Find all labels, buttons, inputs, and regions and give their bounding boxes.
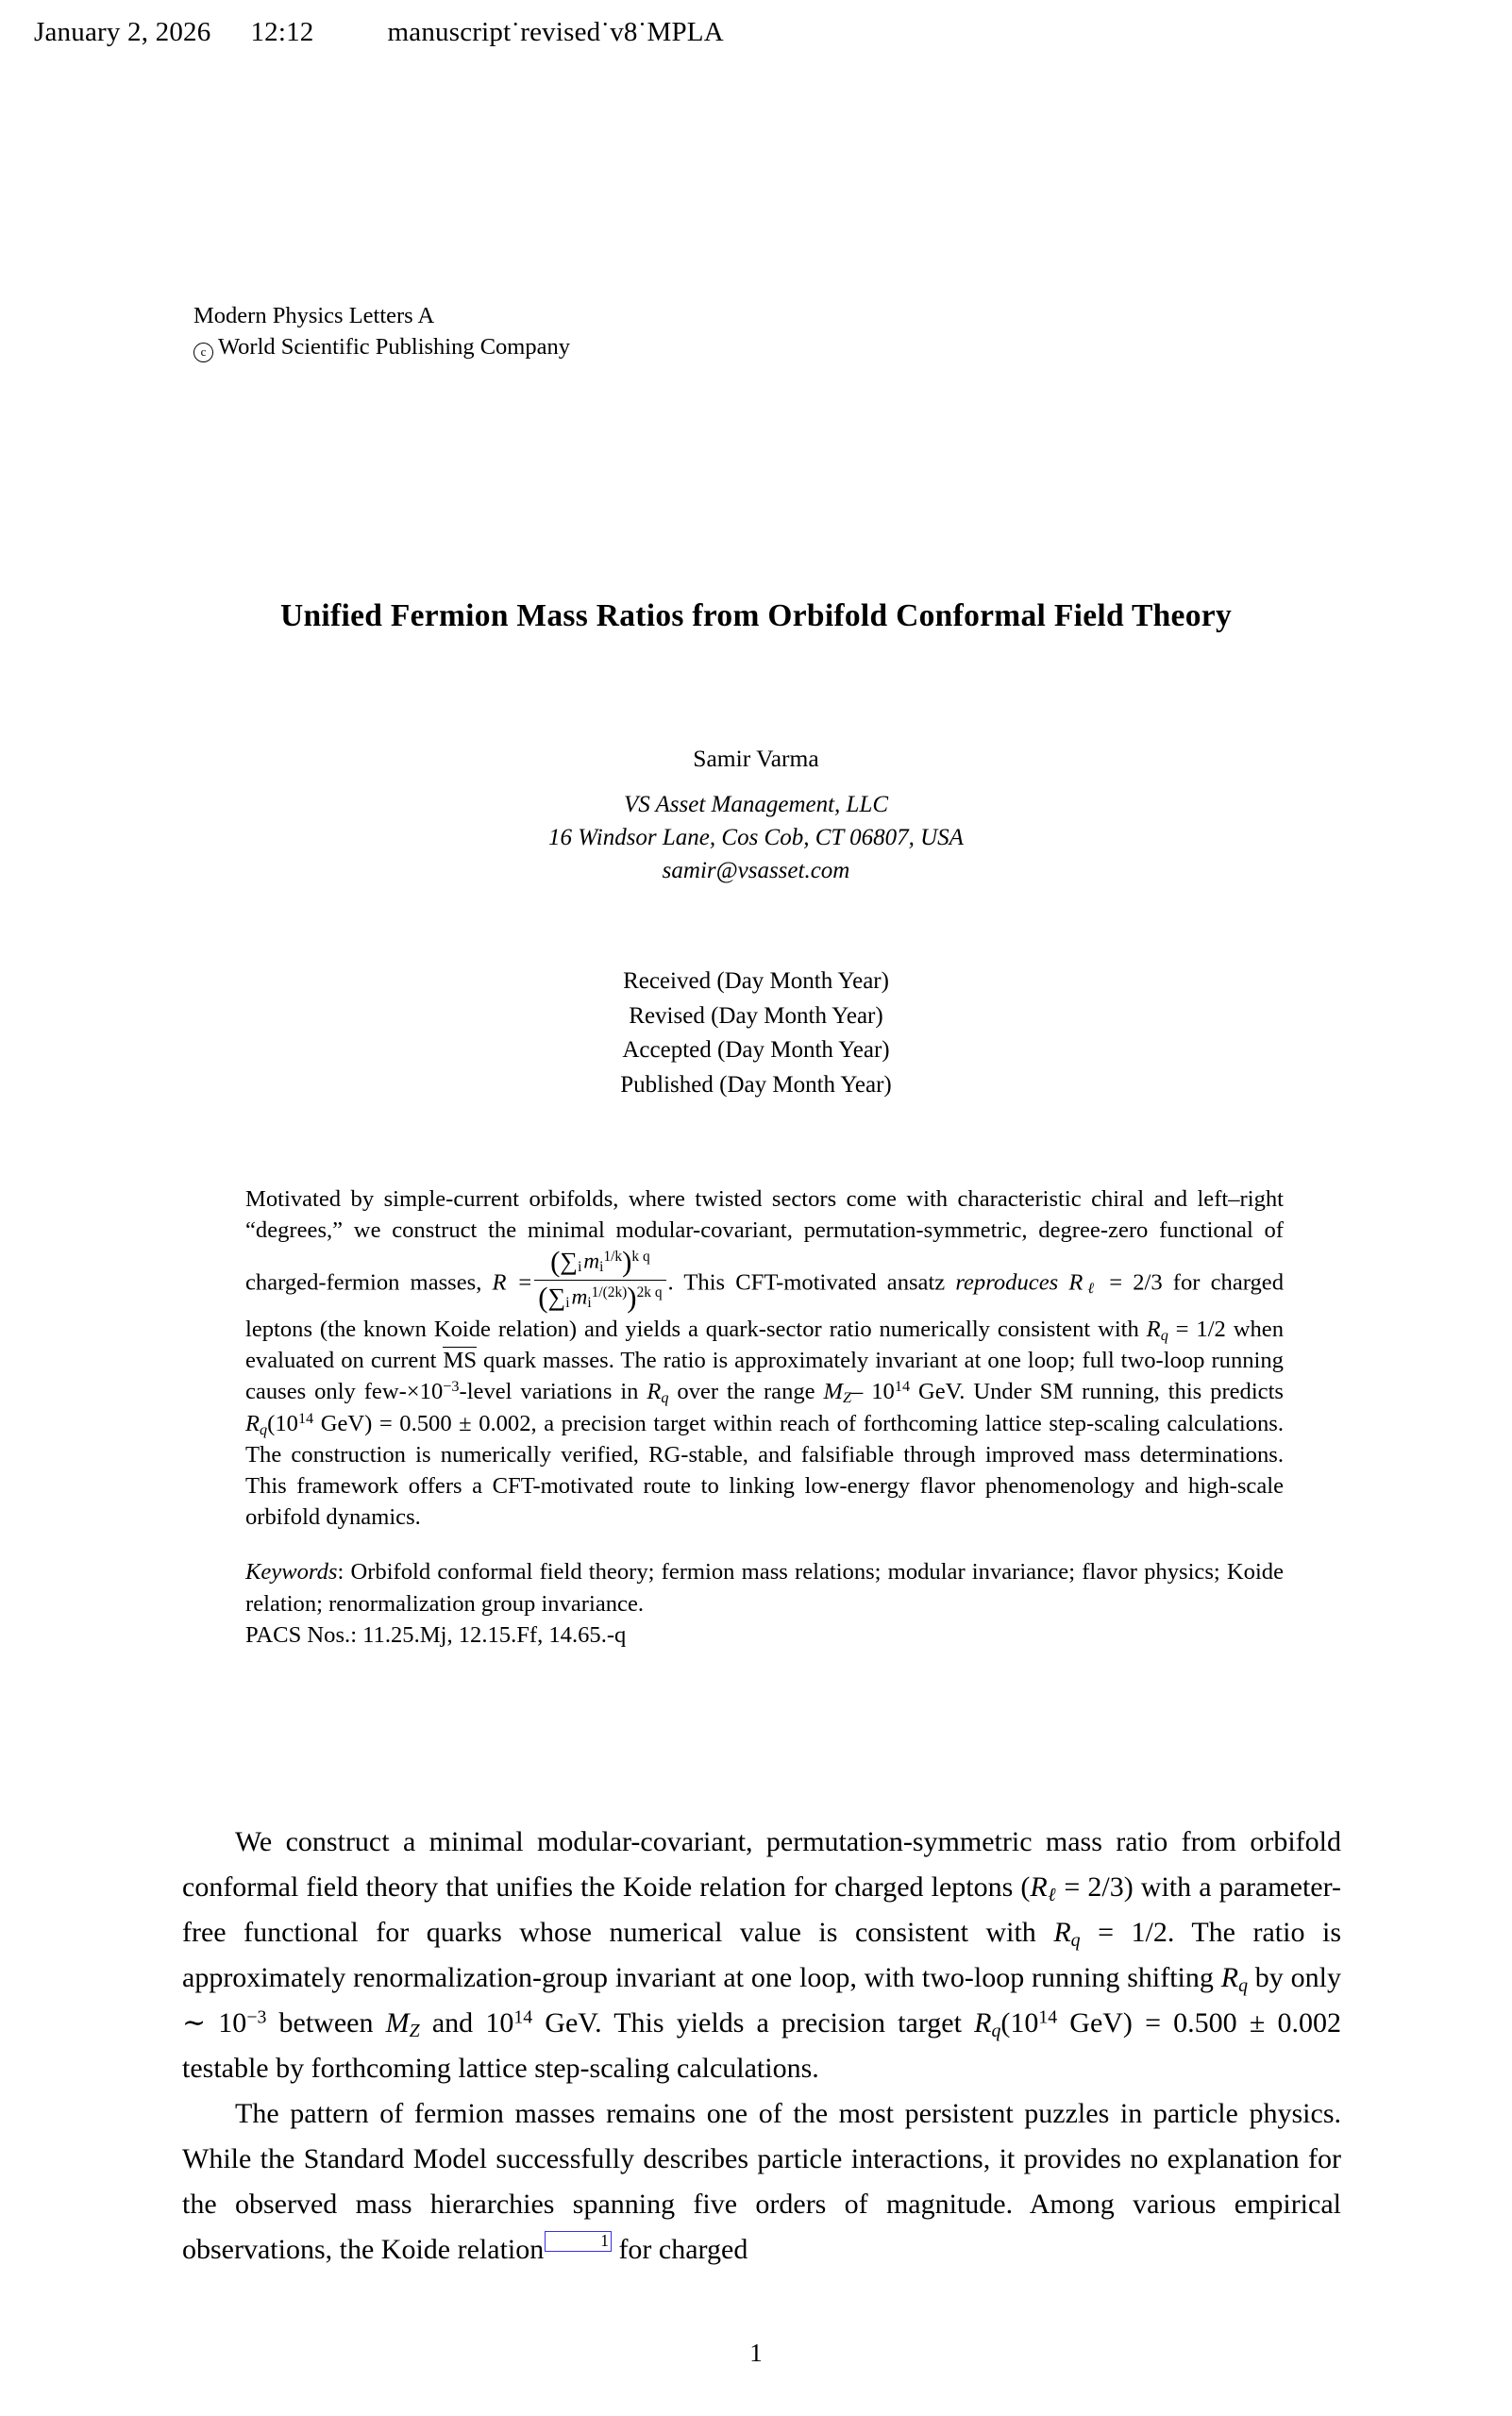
body-p1-d: by only ∼ 10 [182,1962,1341,2038]
body-p1-c: = 1/2. The ratio is approximately renormalization-group invariant at one loop, with two-loop running shifting [182,1917,1341,1993]
mass-subscript-num: i [599,1259,604,1276]
keywords-label: Keywords [245,1559,338,1586]
journal-name: Modern Physics Letters A [193,303,435,328]
journal-imprint [193,300,570,362]
body-Rq-3-sub: q [991,2020,1001,2041]
journal-copyright-line [193,331,570,362]
abstract-text-part2k: GeV. Under SM running, this predicts [910,1379,1285,1405]
mass-ratio-formula [534,1246,665,1314]
abstract-R-quark: R [1146,1317,1161,1343]
keywords-text: : Orbifold conformal field theory; fermion mass relations; modular invariance; flavor physics; Koide relation; renormalization group invariance. [245,1559,1284,1617]
abstract-text-part2a: This CFT-motivated ansatz [683,1269,956,1296]
mass-symbol-num: m [583,1249,600,1274]
citation-link-1[interactable]: 1 [545,2231,612,2251]
msbar-scheme-symbol: MS [443,1348,478,1374]
body-p1-i: GeV) = 0.500 ± 0.002 testable by forthcoming lattice step-scaling calculations. [182,2007,1341,2084]
abstract-Rq-3-sub: q [260,1420,268,1438]
abstract-Rq-2-sub: q [661,1389,669,1407]
body-p2-a: The pattern of fermion masses remains one of the most persistent puzzles in particle physics. While the Standard Model successfully describes particle interactions, it provides no explanation for the observed mass hierarchies spanning five orders of magnitude. Among various empirical observations, the Koide relation [182,2098,1341,2265]
outer-exponent-den: 2k q [636,1284,663,1300]
abstract-MZ-sub: Z [843,1389,852,1407]
inner-exponent-num: 1/k [603,1249,623,1266]
running-header-date: January 2, 2026 [34,17,211,47]
body-p1-a: We construct a minimal modular-covariant, permutation-symmetric mass ratio from orbifold conformal field theory that unifies the Koide relation for charged leptons ( [182,1826,1341,1903]
formula-numerator: ($\sum_i$ $m_i^{1/k})^{k q}$ [534,1246,665,1280]
abstract-exp-minus3: −3 [443,1378,460,1396]
formula-denominator: ($\sum_i$ $m_i^{1/(2k)})^{2k q}$ [538,1281,663,1314]
inner-exponent-den: 1/(2k) [591,1284,628,1300]
abstract-MZ: M [823,1379,844,1405]
body-p1-f: and 10 [419,2007,514,2038]
body-p2-b: for charged [611,2234,748,2265]
abstract-exp14-b: 14 [297,1409,314,1427]
body-exp-minus3: −3 [246,2006,267,2028]
abstract-emph-reproduces: reproduces [955,1269,1059,1296]
body-text [182,1820,1341,2273]
abstract-text-part2f: quark masses. The ratio is approximately invariant at one loop; full two-loop running causes only few-×10 [245,1348,1284,1405]
body-paragraph-1 [182,1820,1341,2091]
abstract-text-part2j: – 10 [851,1379,895,1405]
pacs-line: PACS Nos.: 11.25.Mj, 12.15.Ff, 14.65.-q [245,1621,627,1648]
body-MZ-sub: Z [409,2020,420,2041]
publication-dates [0,965,1512,1102]
keywords-line [245,1556,1284,1619]
body-exp14-a: 14 [513,2006,533,2028]
running-header-time: 12:12 [250,17,314,47]
abstract-spacer [245,1533,1284,1556]
body-p1-g: GeV. This yields a precision target [532,2007,975,2038]
sum-index-num: i [578,1259,582,1276]
author-affiliation: VS Asset Management, LLC [623,792,889,817]
abstract-paragraph [245,1183,1284,1533]
mass-subscript-den: i [587,1294,592,1311]
abstract-text-part2l: (10 [267,1410,298,1436]
outer-exponent-num: k q [631,1249,650,1266]
abstract-R-quark-sub: q [1160,1326,1168,1344]
formula-trailing-period: . [667,1269,674,1296]
abstract-text-part2c: = 2/3 for charged leptons (the known Koide relation) and yields a quark-sector ratio numerically consistent with [245,1269,1284,1343]
abstract-Rq-3: R [245,1410,260,1436]
running-header-filename: manuscript˙revised˙v8˙MPLA [387,17,724,47]
author-block [0,743,1512,887]
abstract-R-lepton: R [1058,1269,1084,1296]
body-Rq-2-sub: q [1238,1974,1248,1996]
body-R-lepton-sub: ℓ [1047,1884,1057,1905]
body-MZ: M [385,2007,410,2038]
date-published: Published (Day Month Year) [620,1071,892,1098]
abstract-text-part2i: over the range [668,1379,824,1405]
body-R-quark: R [1053,1917,1071,1948]
abstract-R-lepton-sub: ℓ [1083,1280,1100,1298]
abstract-Rq-2: R [647,1379,662,1405]
body-p1-e: between [266,2007,386,2038]
journal-publisher: World Scientific Publishing Company [218,334,570,360]
body-Rq-2: R [1220,1962,1239,1993]
body-paragraph-2 [182,2091,1341,2273]
body-p1-b: = 2/3) with a parameter-free functional for quarks whose numerical value is consistent with [182,1871,1341,1948]
abstract-text-part2g: -level variations in [459,1379,647,1405]
author-name: Samir Varma [693,745,819,772]
abstract-text-part2e: = 1/2 when evaluated on current [245,1317,1284,1374]
abstract-text-part2m: GeV) = 0.500 ± 0.002, a precision target within reach of forthcoming lattice step-scaling calculations. The construction is numerically verified, RG-stable, and falsifiable through improved mass determinations. This framework offers a CFT-motivated route to linking low-energy flavor phenomenology and high-scale orbifold dynamics. [245,1410,1284,1531]
copyright-icon: c [193,343,213,362]
page-title: Unified Fermion Mass Ratios from Orbifold Conformal Field Theory [279,598,1232,633]
sum-index-den: i [565,1294,570,1311]
body-exp14-b: 14 [1038,2006,1058,2028]
abstract-section [245,1183,1284,1651]
formula-lhs: R = [492,1269,533,1296]
body-p1-h: (10 [1000,2007,1039,2038]
author-email: samir@vsasset.com [662,858,850,883]
date-received: Received (Day Month Year) [623,968,889,994]
mass-symbol-den: m [571,1284,588,1310]
date-revised: Revised (Day Month Year) [629,1002,883,1029]
abstract-text-part1: Motivated by simple-current orbifolds, where twisted sectors come with characteristic chiral and left–right “degrees,” we construct the minimal modular-covariant, permutation-symmetric, degree-zero functional of charged-fermion masses, [245,1186,1284,1296]
page-number: 1 [749,2339,763,2367]
body-R-lepton: R [1030,1871,1048,1903]
abstract-exp14-a: 14 [894,1378,911,1396]
body-Rq-3: R [974,2007,992,2038]
date-accepted: Accepted (Day Month Year) [622,1037,890,1063]
running-header [34,17,1478,48]
body-R-quark-sub: q [1070,1929,1081,1951]
author-address: 16 Windsor Lane, Cos Cob, CT 06807, USA [548,825,964,850]
